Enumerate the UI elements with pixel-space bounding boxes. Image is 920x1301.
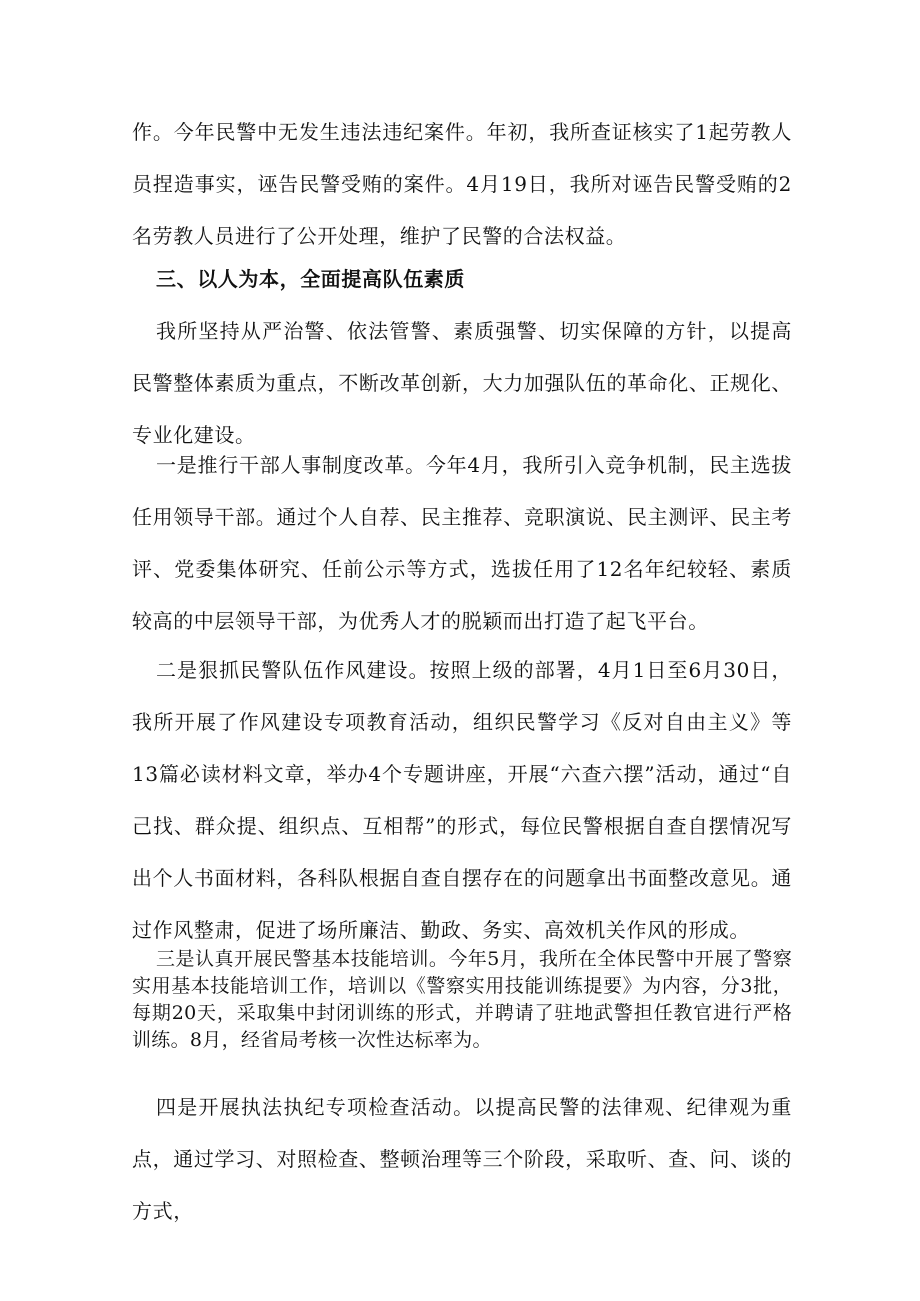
paragraph-case-handling: 作。今年民警中无发生违法违纪案件。年初，我所查证核实了1起劳教人员捏造事实，诬告民警受贿的案件。4月19日，我所对诬告民警受贿的2名劳教人员进行了公开处理，维护了民警的合法权益。 <box>132 120 792 248</box>
paragraph-personnel-reform: 一是推行干部人事制度改革。今年4月，我所引入竞争机制，民主选拔任用领导干部。通过个人自荐、民主推荐、竞职演说、民主测评、民主考评、党委集体研究、任前公示等方式，选拔任用了12名年纪较轻、素质较高的中层领导干部，为优秀人才的脱颖而出打造了起飞平台。 <box>132 453 792 633</box>
paragraph-inspection: 四是开展执法执纪专项检查活动。以提高民警的法律观、纪律观为重点，通过学习、对照检查、整顿治理等三个阶段，采取听、查、问、谈的方式， <box>132 1095 792 1223</box>
paragraph-policy: 我所坚持从严治警、依法管警、素质强警、切实保障的方针，以提高民警整体素质为重点，不断改革创新，大力加强队伍的革命化、正规化、专业化建设。 <box>132 319 792 447</box>
paragraph-work-style: 二是狠抓民警队伍作风建设。按照上级的部署，4月1日至6月30日，我所开展了作风建设专项教育活动，组织民警学习《反对自由主义》等13篇必读材料文章，举办4个专题讲座，开展“六查六摆”活动，通过“自己找、群众提、组织点、互相帮”的形式，每位民警根据自查自摆情况写出个人书面材料，各科队根据自查自摆存在的问题拿出书面整改意见。通过作风整肃，促进了场所廉洁、勤政、务实、高效机关作风的形成。 <box>132 658 792 942</box>
paragraph-skills-training: 三是认真开展民警基本技能培训。今年5月，我所在全体民警中开展了警察实用基本技能培训工作，培训以《警察实用技能训练提要》为内容，分3批，每期20天，采取集中封闭训练的形式，并聘请了驻地武警担任教官进行严格训练。8月，经省局考核一次性达标率为。 <box>132 948 792 1051</box>
section-heading-three: 三、以人为本，全面提高队伍素质 <box>156 267 465 291</box>
